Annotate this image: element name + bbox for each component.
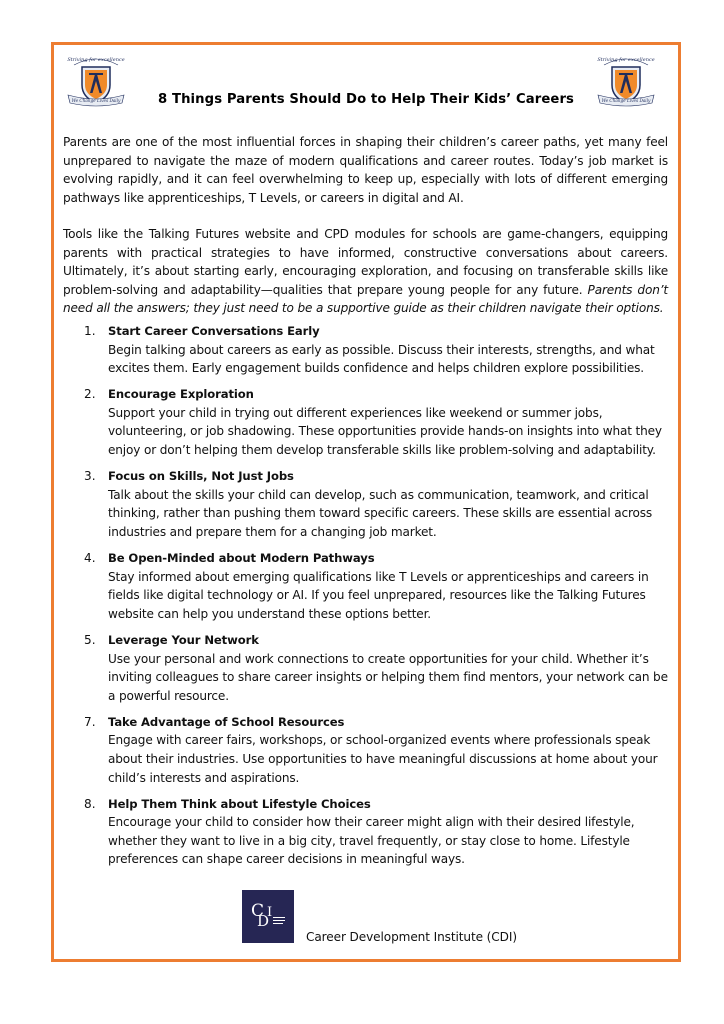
svg-text:Striving for excellence: Striving for excellence [67,57,125,63]
item-body: Begin talking about careers as early as possible. Discuss their interests, strengths, and what excites them. Early engagement builds confidence and helps children explore possibilities. [108,342,655,376]
svg-text:We Change Lives Daily: We Change Lives Daily [71,98,121,103]
svg-text:C: C [251,901,265,921]
item-number: 1. [84,324,96,338]
svg-text:I: I [267,905,273,920]
item-title: Be Open-Minded about Modern Pathways [108,551,375,566]
footer-organization: Career Development Institute (CDI) [306,930,517,944]
item-number: 7. [84,714,96,729]
item-title: Help Them Think about Lifestyle Choices [108,796,371,811]
list-item [84,467,674,541]
item-number: 8. [84,796,96,811]
item-title: Focus on Skills, Not Just Jobs [108,469,294,484]
item-number: 4. [84,551,96,566]
intro-paragraph-1: Parents are one of the most influential forces in shaping their children’s career paths, yet many feel unprepared to navigate the maze of modern qualifications and career routes. Today’s job market is evolving rapidly, and it can feel overwhelming to keep up, especially with lots of different emerging pathways like apprenticeships, T Levels, or careers in digital and AI. [63,135,668,205]
page-title: 8 Things Parents Should Do to Help Their Kids’ Careers [158,91,574,107]
list-item [84,549,674,623]
item-body: Talk about the skills your child can develop, such as communication, teamwork, and critical thinking, rather than pushing them toward specific careers. These skills are essential across industries and prepare them for a changing job market. [108,487,653,539]
item-title: Leverage Your Network [108,632,259,647]
list-item [84,385,674,459]
item-number: 2. [84,387,96,402]
tips-list [84,322,674,877]
intro-paragraph-2-italic: Parents don’t need all the answers; they just need to be a supportive guide as their children navigate their options. [63,282,668,316]
intro-paragraph-2 [63,225,668,318]
item-body: Engage with career fairs, workshops, or school-organized events where professionals speak about their industries. Use opportunities to have meaningful discussions at home about your child’s interests and aspirations. [108,733,658,785]
item-title: Take Advantage of School Resources [108,714,345,729]
item-body: Support your child in trying out different experiences like weekend or summer jobs, volunteering, or job shadowing. These opportunities provide hands-on insights into what they enjoy or don’t helping them develop transferable skills like problem-solving and adaptability. [108,405,662,458]
item-number: 3. [84,469,96,484]
document-frame [51,42,681,962]
item-body: Stay informed about emerging qualifications like T Levels or apprenticeships and careers in fields like digital technology or AI. If you feel unprepared, resources like the Talking Futures website can help you understand these options better. [108,569,649,621]
intro-paragraph-2-text: Tools like the Talking Futures website and CPD modules for schools are game-changers, equipping parents with practical strategies to have informed, constructive conversations about careers. Ultimately, it’s about starting early, encouraging exploration, and focusing on transferable skills like problem-solving and adaptability—qualities that prepare young people for any future. [63,227,668,297]
item-title: Encourage Exploration [108,387,254,402]
item-body: Encourage your child to consider how their career might align with their desired lifestyle, whether they want to live in a big city, travel frequently, or stay close to home. Lifestyle preferences can shape career decisions in meaningful ways. [108,815,635,867]
item-number: 5. [84,632,96,647]
svg-text:D: D [257,912,270,930]
item-title: Start Career Conversations Early [108,324,320,338]
list-item [84,322,674,378]
list-item [84,631,674,705]
svg-text:We Change Lives Daily: We Change Lives Daily [601,98,651,103]
list-item [84,713,674,787]
item-body: Use your personal and work connections to create opportunities for your child. Whether it’s inviting colleagues to share career insights or helping them find mentors, your network can be a powerful resource. [108,651,668,703]
list-item [84,795,674,869]
svg-text:Striving for excellence: Striving for excellence [597,57,655,63]
cdi-logo [242,890,294,943]
